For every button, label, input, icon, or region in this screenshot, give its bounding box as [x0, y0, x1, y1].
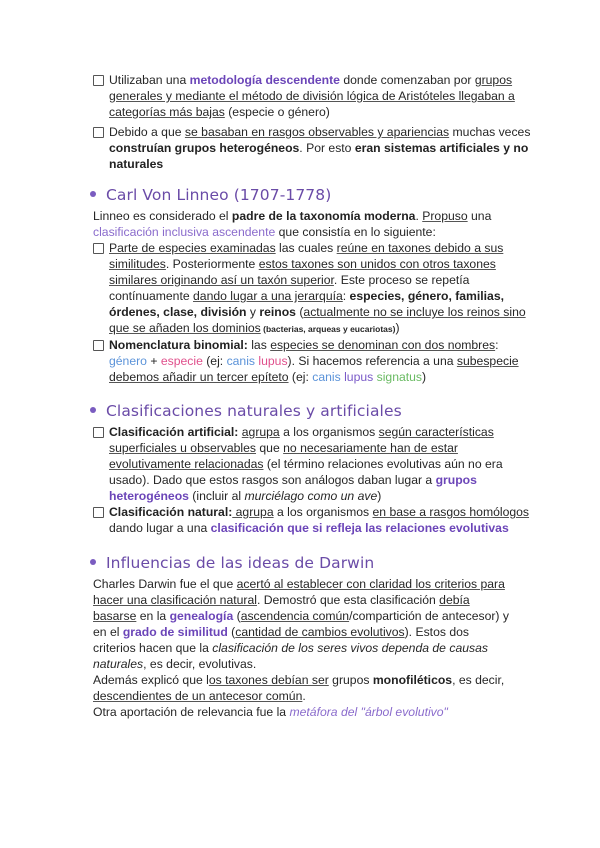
paragraph: Charles Darwin fue el que acertó al establecer con claridad los criterios para hacer una clasificación natural. Demostró que esta clasificación debía basarse en la genealogía (ascendencia común/compartición de antecesor) y en el grado de similitud (cantidad de cambios evolutivos). Estos dos criterios hacen que la clasificación de los seres vivos dependa de causas naturales, es decir, evolutivas. [93, 577, 509, 671]
list-item: Parte de especies examinadas las cuales reúne en taxones debido a sus similitudes. Posteriormente estos taxones son unidos con otros taxones similares originando así un taxón superior. Este proceso se repetía contínuamente dando lugar a una jerarquía: especies, género, familias, órdenes, clase, división y reinos (actualmente no se incluye los reinos sino que se añaden los dominios (bacterias, arqueas y eucariotas)) [93, 240, 533, 337]
checkbox-icon[interactable] [93, 127, 104, 138]
list-item: Nomenclatura binomial: las especies se denominan con dos nombres: género + especie (ej: canis lupus). Si hacemos referencia a una subespecie debemos añadir un tercer epíteto (ej: canis lupus signatus) [93, 337, 533, 385]
list-item: Clasificación natural: agrupa a los organismos en base a rasgos homólogos dando lugar a una clasificación que si refleja las relaciones evolutivas [93, 504, 533, 536]
list-item: Clasificación artificial: agrupa a los organismos según características superficiales u observables que no necesariamente han de estar evolutivamente relacionadas (el término relaciones evolutivas aún no era usado). Dado que estos rasgos son análogos daban lugar a grupos heterogéneos (incluir al murciélago como un ave) [93, 424, 533, 504]
section-heading: Carl Von Linneo (1707-1778) [90, 186, 331, 204]
bullet-icon [90, 191, 96, 197]
checkbox-icon[interactable] [93, 340, 104, 351]
checkbox-icon[interactable] [93, 243, 104, 254]
key-term: metodología descendente [189, 73, 340, 87]
paragraph: Otra aportación de relevancia fue la metáfora del "árbol evolutivo" [93, 705, 448, 719]
section-heading: Influencias de las ideas de Darwin [90, 554, 374, 572]
paragraph: Linneo es considerado el padre de la taxonomía moderna. Propuso una clasificación inclusiva ascendente que consistía en lo siguiente: [93, 209, 492, 239]
intro-section [93, 72, 533, 172]
darwin-section [93, 576, 511, 720]
checkbox-icon[interactable] [93, 427, 104, 438]
clasificaciones-section [93, 424, 533, 536]
bullet-icon [90, 559, 96, 565]
linneo-section [93, 208, 533, 385]
paragraph: Además explicó que los taxones debían ser grupos monofiléticos, es decir, descendientes de un antecesor común. [93, 673, 505, 703]
checkbox-icon[interactable] [93, 75, 104, 86]
list-item: Utilizaban una metodología descendente donde comenzaban por grupos generales y mediante el método de división lógica de Aristóteles llegaban a categorías más bajas (especie o género) [93, 72, 533, 120]
section-heading: Clasificaciones naturales y artificiales [90, 402, 402, 420]
bullet-icon [90, 407, 96, 413]
list-item: Debido a que se basaban en rasgos observables y apariencias muchas veces construían grupos heterogéneos. Por esto eran sistemas artificiales y no naturales [93, 124, 533, 172]
checkbox-icon[interactable] [93, 507, 104, 518]
